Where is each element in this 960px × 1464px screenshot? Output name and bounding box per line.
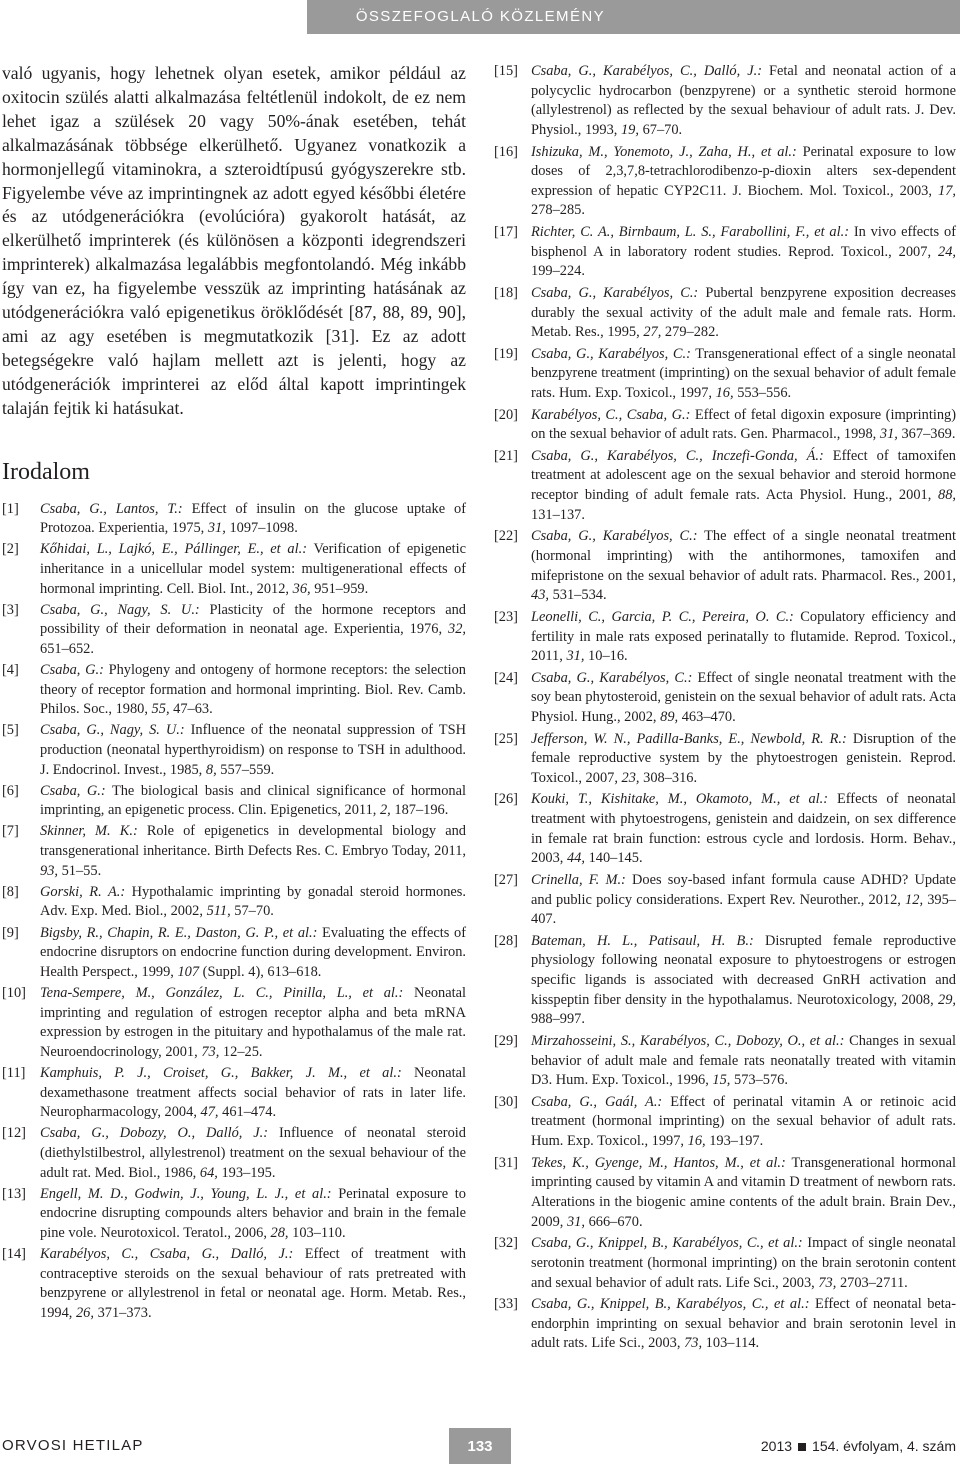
reference-item <box>494 1234 956 1293</box>
reference-item <box>494 730 956 789</box>
reference-pages: 47–63. <box>169 701 213 718</box>
reference-volume: 27, <box>643 324 662 341</box>
reference-number: [30] <box>494 1093 518 1110</box>
reference-authors: Mirzahosseini, S., Karabélyos, C., Dobozy, O., et al.: <box>531 1032 845 1049</box>
reference-title: Verification of epigenetic inheritance in a unicellular model system: multigenerational effects of hormonal imprinting. Cell. Biol. Int., 2012, <box>40 541 466 597</box>
reference-authors: Kouki, T., Kishitake, M., Okamoto, M., et al.: <box>531 791 829 808</box>
reference-volume: 2, <box>379 802 391 819</box>
reference-volume: 29, <box>938 991 956 1008</box>
reference-number: [27] <box>494 871 518 888</box>
reference-number: [10] <box>2 984 26 1001</box>
reference-number: [16] <box>494 143 518 160</box>
reference-pages: 57–70. <box>230 903 274 920</box>
reference-item <box>494 284 956 343</box>
reference-volume: 511, <box>206 903 231 920</box>
reference-title: Fetal and neonatal action of a polycyclic hydrocarbon (benzpyrene) or a synthetic steroid hormone (allylestrenol) as reflected by the sexual behaviour of adult rats. J. Dev. Physiol., 1993, <box>531 63 957 138</box>
reference-item <box>494 871 956 930</box>
reference-authors: Tena-Sempere, M., González, L. C., Pinilla, L., et al.: <box>40 984 404 1001</box>
reference-title: Disruption of the female reproductive system by the phytoestrogen genistein. Reprod. Toxicol., 2007, <box>531 730 956 786</box>
reference-pages: 371–373. <box>93 1304 152 1321</box>
reference-authors: Csaba, G., Karabélyos, C.: <box>531 284 699 301</box>
reference-volume: 43, <box>531 587 549 604</box>
reference-pages: 279–282. <box>661 324 719 341</box>
reference-title: In vivo effects of bisphenol A in laboratory rodent studies. Reprod. Toxicol., 2007, <box>531 224 956 260</box>
reference-number: [9] <box>2 924 19 941</box>
references-heading: Irodalom <box>2 458 90 485</box>
reference-item <box>494 406 956 445</box>
reference-pages: 103–110. <box>288 1224 346 1241</box>
reference-volume: 44, <box>566 850 585 867</box>
reference-pages: 1097–1098. <box>225 520 298 537</box>
reference-pages: 367–369. <box>897 426 956 443</box>
reference-title: Copulatory efficiency and fertility in male rats exposed perinatally to flutamide. Reprod. Toxicol., 2011, <box>531 608 956 665</box>
reference-title: Effect of perinatal vitamin A or retinoic acid treatment (hormonal imprinting) on the sexual behavior of adult rats. Hum. Exp. Toxicol., 1997, <box>531 1093 957 1150</box>
reference-authors: Csaba, G., Knippel, B., Karabélyos, C., et al.: <box>531 1235 803 1252</box>
reference-volume: 73, <box>201 1043 220 1060</box>
reference-number: [11] <box>2 1064 26 1081</box>
reference-volume: 73, <box>684 1335 703 1352</box>
reference-pages: 573–576. <box>730 1072 788 1089</box>
reference-pages: 187–196. <box>390 802 449 819</box>
reference-authors: Gorski, R. A.: <box>40 883 126 900</box>
reference-item <box>494 1295 956 1354</box>
reference-volume: 17, <box>938 182 956 199</box>
reference-item <box>2 1124 466 1183</box>
reference-authors: Csaba, G., Karabélyos, C.: <box>531 528 698 545</box>
reference-item <box>2 601 466 660</box>
reference-volume: 31, <box>566 1213 585 1230</box>
reference-title: Transgenerational hormonal imprinting caused by vitamin A and vitamin D treatment of newborn rats. Alterations in the biogenic amine contents of the adult brain. Brain Dev., 2009, <box>531 1154 956 1230</box>
reference-title: Role of epigenetics in developmental biology and transgenerational inheritance. Birth Defects Res. C. Embryo Today, 2011, <box>40 823 466 860</box>
reference-pages: 193–197. <box>705 1133 764 1150</box>
reference-authors: Csaba, G., Karabélyos, C.: <box>531 669 693 686</box>
reference-title: Pubertal benzpyrene exposition decreases durably the sexual activity of the adult male and female rats. Horm. Metab. Res., 1995, <box>531 284 957 341</box>
reference-pages: 988–997. <box>531 1011 585 1028</box>
reference-title: Effect of neonatal beta-endorphin imprinting on sexual behavior and brain serotonin level in adult rats. Life Sci., 2003, <box>531 1296 956 1352</box>
reference-number: [8] <box>2 883 19 900</box>
reference-pages: 951–959. <box>310 580 369 597</box>
reference-title: The biological basis and clinical significance of hormonal imprinting, an epigenetic process. Clin. Epigenetics, 2011, <box>40 782 467 819</box>
reference-item <box>494 790 956 869</box>
reference-pages: 666–670. <box>584 1213 643 1230</box>
reference-pages: 557–559. <box>216 761 275 778</box>
reference-number: [14] <box>2 1245 26 1262</box>
reference-number: [24] <box>494 669 518 686</box>
reference-authors: Richter, C. A., Birnbaum, L. S., Farabollini, F., et al.: <box>531 224 849 241</box>
reference-item <box>494 447 956 526</box>
reference-title: Effect of insulin on the glucose uptake of Protozoa. Experientia, 1975, <box>40 500 466 537</box>
reference-pages: 193–195. <box>217 1164 276 1181</box>
reference-volume: 16, <box>687 1133 706 1150</box>
reference-item <box>2 822 466 881</box>
reference-volume: 24, <box>938 243 956 260</box>
reference-title: Effect of tamoxifen treatment at adolescent age on the sexual behavior and steroid hormone receptor binding of adult female rats. Acta Physiol. Hung., 2001, <box>531 447 956 504</box>
reference-authors: Ishizuka, M., Yonemoto, J., Zaha, H., et al.: <box>531 143 797 160</box>
reference-volume: 28, <box>270 1224 289 1241</box>
reference-title: Evaluating the effects of endocrine disruptors on endocrine function during development. Environ. Health Perspect., 1999, <box>40 924 466 980</box>
reference-volume: 32, <box>448 621 466 638</box>
reference-title: Perinatal exposure to endocrine disrupting compounds alters behavior and brain in the female pine vole. Neurotoxicol. Teratol., 2006, <box>40 1185 466 1241</box>
reference-authors: Leonelli, C., Garcia, P. C., Pereira, O. C.: <box>531 608 794 625</box>
reference-volume: 12, <box>905 891 924 908</box>
reference-number: [20] <box>494 406 518 423</box>
reference-volume: 89, <box>660 709 679 726</box>
reference-pages: 199–224. <box>531 263 585 280</box>
reference-pages: 103–114. <box>702 1335 760 1352</box>
reference-authors: Csaba, G.: <box>40 662 104 679</box>
reference-item <box>494 527 956 606</box>
reference-number: [12] <box>2 1125 26 1142</box>
reference-title: Effects of neonatal treatment with phytoestrogens, genistein and daidzein, on sex difference in female rat brain function: estrous cycle and lordosis. Horm. Behav., 2003, <box>531 791 957 867</box>
reference-number: [3] <box>2 601 19 618</box>
reference-number: [33] <box>494 1296 518 1313</box>
reference-volume: 23, <box>621 769 640 786</box>
issue-year: 2013 <box>760 1438 793 1454</box>
reference-item <box>2 721 466 780</box>
reference-pages: 461–474. <box>218 1104 277 1121</box>
reference-volume: 31, <box>207 520 226 537</box>
reference-item <box>2 540 466 599</box>
reference-authors: Tekes, K., Gyenge, M., Hantos, M., et al.: <box>531 1154 786 1171</box>
page-footer <box>0 1428 960 1464</box>
reference-authors: Csaba, G., Karabélyos, C., Inczefi-Gonda, Á.: <box>531 447 824 464</box>
reference-item <box>494 1154 956 1233</box>
reference-citation <box>40 662 466 717</box>
reference-pages: 51–55. <box>58 862 102 879</box>
issue-volume: 154. évfolyam, 4. szám <box>812 1438 956 1454</box>
reference-volume: 19, <box>620 121 639 138</box>
reference-pages: 12–25. <box>219 1043 263 1060</box>
reference-number: [13] <box>2 1185 26 1202</box>
reference-title: Impact of single neonatal serotonin treatment (hormonal imprinting) on the brain serotonin content and sexual behavior of adult rats. Life Sci., 2003, <box>531 1235 956 1291</box>
reference-item <box>494 62 956 141</box>
reference-number: [6] <box>2 782 19 799</box>
reference-authors: Csaba, G., Gaál, A.: <box>531 1093 663 1110</box>
reference-item <box>2 1064 466 1123</box>
reference-item <box>2 661 466 720</box>
reference-title: Influence of the neonatal suppression of TSH production (neonatal hyperthyroidism) on response to TSH in adulthood. J. Endocrinol. Invest., 1985, <box>40 722 466 778</box>
square-separator-icon <box>798 1443 806 1451</box>
reference-item <box>494 143 956 222</box>
reference-volume: 26, <box>75 1304 94 1321</box>
reference-number: [25] <box>494 730 518 747</box>
reference-authors: Engell, M. D., Godwin, J., Young, L. J., et al.: <box>40 1185 332 1202</box>
reference-volume: 31, <box>879 426 898 443</box>
left-column <box>2 62 466 1325</box>
reference-number: [7] <box>2 823 19 840</box>
reference-number: [1] <box>2 500 19 517</box>
reference-number: [4] <box>2 662 19 679</box>
reference-volume: 15, <box>712 1072 731 1089</box>
reference-title: Effect of fetal digoxin exposure (imprinting) on the sexual behavior of adult rats. Gen. Pharmacol., 1998, <box>531 406 956 443</box>
reference-list-left <box>2 500 466 1324</box>
reference-volume: 88, <box>938 487 956 504</box>
reference-title: Transgenerational effect of a single neonatal benzpyrene treatment (imprinting) on the sexual behavior of adult female rats. Hum. Exp. Toxicol., 1997, <box>531 345 956 402</box>
reference-authors: Skinner, M. K.: <box>40 823 138 840</box>
reference-volume: 64, <box>199 1164 218 1181</box>
reference-number: [22] <box>494 528 518 545</box>
reference-authors: Karabélyos, C., Csaba, G.: <box>531 406 691 423</box>
reference-authors: Kőhidai, L., Lajkó, E., Pállinger, E., et al.: <box>40 541 307 558</box>
reference-authors: Bigsby, R., Chapin, R. E., Daston, G. P., et al.: <box>40 924 318 941</box>
page-number-box <box>449 1428 511 1464</box>
reference-title: Changes in sexual behavior of adult male and female rats neonatally treated with vitamin D3. Hum. Exp. Toxicol., 1996, <box>531 1032 956 1089</box>
reference-authors: Crinella, F. M.: <box>531 871 626 888</box>
reference-number: [28] <box>494 932 518 949</box>
reference-pages: 131–137. <box>531 506 585 523</box>
reference-authors: Csaba, G., Lantos, T.: <box>40 500 183 517</box>
reference-volume: 47, <box>200 1104 219 1121</box>
reference-authors: Csaba, G.: <box>40 782 106 799</box>
reference-item <box>494 608 956 667</box>
reference-title: Phylogeny and ontogeny of hormone receptors: the selection theory of receptor formation and hormonal imprinting. Biol. Rev. Camb. Philos. Soc., 1980, <box>40 662 467 718</box>
right-column <box>494 62 956 1356</box>
reference-number: [21] <box>494 447 518 464</box>
reference-number: [23] <box>494 608 518 625</box>
reference-title: Influence of neonatal steroid (diethylstilbestrol, allylestrenol) treatment on the sexual behaviour of the adult rat. Med. Biol., 1986, <box>40 1125 466 1181</box>
reference-volume: 36, <box>292 580 311 597</box>
reference-volume: 8, <box>205 761 217 778</box>
reference-pages: 531–534. <box>549 587 607 604</box>
reference-number: [31] <box>494 1154 518 1171</box>
reference-authors: Jefferson, W. N., Padilla-Banks, E., Newbold, R. R.: <box>531 730 847 747</box>
reference-item <box>2 924 466 983</box>
reference-authors: Kamphuis, P. J., Croiset, G., Bakker, J. M., et al.: <box>40 1064 402 1081</box>
reference-volume: 93, <box>40 862 58 879</box>
reference-title: Effect of single neonatal treatment with the soy bean phytosteroid, genistein on the sexual behavior of adult rats. Acta Physiol. Hung., 2002, <box>531 669 956 726</box>
reference-item <box>2 984 466 1063</box>
reference-number: [15] <box>494 63 518 79</box>
reference-pages: 140–145. <box>584 850 643 867</box>
reference-authors: Csaba, G., Karabélyos, C., Dalló, J.: <box>531 63 763 79</box>
reference-item <box>494 345 956 404</box>
reference-number: [26] <box>494 791 518 808</box>
reference-authors: Bateman, H. L., Patisaul, H. B.: <box>531 932 754 949</box>
page-number: 133 <box>467 1438 493 1455</box>
reference-item <box>494 223 956 282</box>
reference-item <box>2 1245 466 1324</box>
body-paragraph: való ugyanis, hogy lehetnek olyan esetek, amikor például az oxitocin szülés alatti alkalmazása feltétlenül indokolt, de ez nem lehet igaz a szülések 20 vagy 50%-ának esetében, tehát alkalmazásának többsége elkerülhető. Ugyanez vonatkozik a hormonjellegű vitaminokra, a szteroidtípusú gyógyszerekre stb. Figyelembe véve az imprintingnek az adott egyed későbbi életére és az utódgenerációkra (evolúcióra) gyakorolt hatását, az elkerülhető imprinterek (és különösen a központi idegrendszeri imprinterek) alkalmazása legalábbis megfontolandó. Még inkább így van ez, ha figyelembe vesszük az imprinting hatásának az utódgenerációkra való epigenetikus öröklődését [87, 88, 89, 90], ami az agy esetében is megmutatkozik [31]. Ez az adott betegségekre való hajlam mellett azt is jelenti, hogy az utódgenerációk imprinterei az előd által kapott imprintingek talaján fejtik ki hatásukat. <box>2 63 466 418</box>
reference-pages: 651–652. <box>40 640 94 657</box>
reference-title: Neonatal dexamethasone treatment affects social behavior of rats in later life. Neuropharmacology, 2004, <box>40 1064 466 1121</box>
reference-volume: 31, <box>566 648 585 665</box>
reference-pages: 10–16. <box>584 648 628 665</box>
reference-item <box>2 500 466 539</box>
reference-title: The effect of a single neonatal treatment (hormonal imprinting) with the antihormones, tamoxifen and mifepristone on the sexual behavior of adult rats. Pharmacol. Res., 2001, <box>531 528 956 584</box>
reference-title: Disrupted female reproductive physiology following neonatal exposure to phytoestrogens or estrogen specific ligands is associated with decreased GnRH activation and kisspeptin fiber density in the hypothalamus. Neurotoxicology, 2008, <box>531 932 957 1008</box>
reference-authors: Csaba, G., Knippel, B., Karabélyos, C., et al.: <box>531 1296 810 1313</box>
reference-title: Neonatal imprinting and regulation of estrogen receptor alpha and beta mRNA expression by estrogen in the pituitary and hypothalamus of the male rat. Neuroendocrinology, 2001, <box>40 984 466 1060</box>
reference-title: Effect of treatment with contraceptive steroids on the sexual behaviour of rats pretreated with benzpyrene or allylestrenol in fetal or neonatal age. Horm. Metab. Res., 1994, <box>40 1245 467 1321</box>
reference-number: [19] <box>494 345 518 362</box>
reference-pages: 395–407. <box>531 891 956 928</box>
reference-title: Perinatal exposure to low doses of 2,3,7,8-tetrachlorodibenzo-p-dioxin alters sex-dependent expression of hepatic CYP2C11. J. Biochem. Mol. Toxicol., 2003, <box>531 143 957 199</box>
reference-authors: Csaba, G., Karabélyos, C.: <box>531 345 691 362</box>
reference-volume: 73, <box>818 1274 837 1291</box>
reference-number: [29] <box>494 1032 518 1049</box>
reference-volume: 16, <box>715 385 734 402</box>
issue-info <box>761 1438 956 1454</box>
journal-name: ORVOSI HETILAP <box>2 1437 144 1454</box>
reference-number: [17] <box>494 224 518 241</box>
section-title: ÖSSZEFOGLALÓ KÖZLEMÉNY <box>355 8 605 25</box>
reference-pages: 463–470. <box>678 709 736 726</box>
reference-pages: 553–556. <box>733 385 792 402</box>
reference-title: Hypothalamic imprinting by gonadal steroid hormones. Adv. Exp. Med. Biol., 2002, <box>40 883 466 920</box>
reference-item <box>2 1185 466 1244</box>
reference-authors: Csaba, G., Nagy, S. U.: <box>40 722 185 739</box>
reference-number: [18] <box>494 284 518 301</box>
reference-item <box>494 932 956 1030</box>
reference-pages: 308–316. <box>639 769 698 786</box>
reference-list-right <box>494 62 956 1354</box>
reference-item <box>494 669 956 728</box>
reference-pages: 2703–2711. <box>836 1274 908 1291</box>
reference-number: [2] <box>2 541 19 558</box>
reference-item <box>494 1093 956 1152</box>
reference-authors: Csaba, G., Nagy, S. U.: <box>40 601 200 618</box>
header-bar <box>307 0 960 34</box>
reference-pages: 278–285. <box>531 202 585 219</box>
reference-number: [5] <box>2 722 19 739</box>
reference-authors: Csaba, G., Dobozy, O., Dalló, J.: <box>40 1125 269 1142</box>
reference-volume: 55, <box>151 701 170 718</box>
reference-title: Does soy-based infant formula cause ADHD? Update and public policy considerations. Expert Rev. Neurother., 2012, <box>531 871 956 908</box>
reference-item <box>2 782 466 821</box>
reference-number: [32] <box>494 1235 518 1252</box>
reference-title: Plasticity of the hormone receptors and possibility of their deformation in neonatal age. Experientia, 1976, <box>40 601 466 638</box>
reference-item <box>2 883 466 922</box>
reference-item <box>494 1032 956 1091</box>
reference-authors: Karabélyos, C., Csaba, G., Dalló, J.: <box>40 1245 294 1262</box>
reference-pages: 67–70. <box>638 121 683 138</box>
reference-pages: (Suppl. 4), 613–618. <box>199 963 322 980</box>
reference-volume: 107 <box>177 963 200 980</box>
